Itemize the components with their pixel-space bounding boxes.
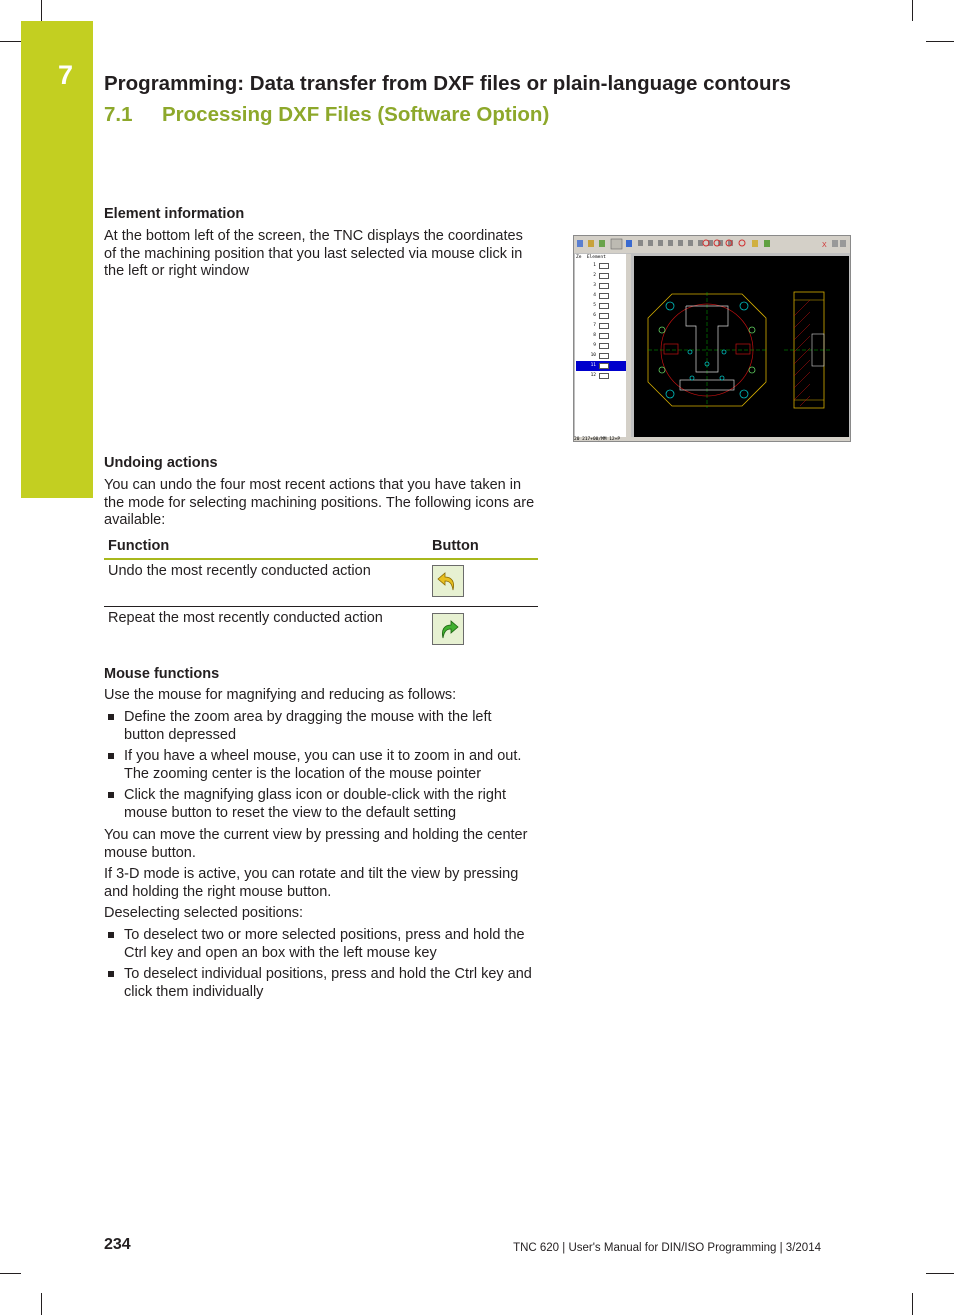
screenshot-list-row (576, 361, 626, 371)
crop-mark (912, 0, 913, 21)
redo-arrow-icon[interactable] (432, 613, 464, 645)
screenshot-list-row (576, 291, 626, 301)
list-item: Click the magnifying glass icon or double-click with the right mouse button to reset the view to the default setting (124, 787, 507, 821)
screenshot-row-number: 5 (593, 303, 596, 308)
screenshot-row-checkbox (599, 303, 609, 309)
bullet-icon (108, 714, 114, 720)
screenshot-row-checkbox (599, 363, 609, 369)
screenshot-list-row (576, 331, 626, 341)
element-information-text: At the bottom left of the screen, the TNC displays the coordinates of the machining position that you last selected via mouse click in the left or right window (104, 228, 523, 279)
screenshot-row-number: 3 (593, 283, 596, 288)
crop-mark (926, 41, 954, 42)
screenshot-row-number: 11 (590, 363, 596, 368)
footer-text: TNC 620 | User's Manual for DIN/ISO Programming | 3/2014 (513, 1242, 821, 1254)
deselect-intro: Deselecting selected positions: (104, 905, 304, 921)
screenshot-row-number: 2 (593, 273, 596, 278)
svg-text:X: X (822, 242, 827, 249)
screenshot-list-row (576, 351, 626, 361)
table-row-divider (104, 606, 538, 607)
move-view-text: You can move the current view by pressing and holding the center mouse button. (104, 827, 528, 861)
section-title: Processing DXF Files (Software Option) (162, 103, 550, 126)
screenshot-element-list (575, 254, 631, 437)
screenshot-row-checkbox (599, 343, 609, 349)
crop-mark (0, 41, 21, 42)
screenshot-row-checkbox (599, 373, 609, 379)
screenshot-list-row (576, 311, 626, 321)
screenshot-list-row (576, 261, 626, 271)
crop-mark (41, 0, 42, 21)
screenshot-list-row (576, 271, 626, 281)
screenshot-row-checkbox (599, 283, 609, 289)
bullet-icon (108, 971, 114, 977)
screenshot-row-number: 1 (593, 263, 596, 268)
mouse-functions-intro: Use the mouse for magnifying and reducing as follows: (104, 687, 457, 703)
screenshot-row-checkbox (599, 333, 609, 339)
screenshot-list-row (576, 341, 626, 351)
screenshot-row-number: 8 (593, 333, 596, 338)
bullet-icon (108, 753, 114, 759)
screenshot-drawing-canvas (634, 256, 849, 437)
screenshot-list-row (576, 301, 626, 311)
chapter-number: 7 (58, 60, 74, 90)
screenshot-row-number: 7 (593, 323, 596, 328)
chapter-title: Programming: Data transfer from DXF files or plain-language contours (104, 72, 791, 95)
screenshot-row-number: 9 (593, 343, 596, 348)
list-item: Define the zoom area by dragging the mouse with the left button depressed (124, 709, 492, 743)
crop-mark (41, 1293, 42, 1315)
crop-mark (912, 1293, 913, 1315)
list-item: To deselect two or more selected positions, press and hold the Ctrl key and open an box with the left mouse key (124, 927, 525, 961)
undoing-actions-text: You can undo the four most recent actions that you have taken in the mode for selecting machining positions. The following icons are available: (104, 477, 535, 528)
screenshot-list-header: Ze Element (576, 255, 606, 260)
section-number: 7.1 (104, 103, 133, 126)
screenshot-row-checkbox (599, 263, 609, 269)
mouse-functions-heading: Mouse functions (104, 666, 220, 682)
screenshot-list-row (576, 281, 626, 291)
undo-arrow-icon[interactable] (432, 565, 464, 597)
screenshot-toolbar (574, 236, 850, 253)
screenshot-status-bar: 20 217+00/MM 12+P (574, 437, 850, 442)
screenshot-list-row (576, 371, 626, 381)
table-header-button: Button (432, 538, 479, 554)
crop-mark (0, 1273, 21, 1274)
chapter-tab (21, 21, 93, 498)
list-item: If you have a wheel mouse, you can use it to zoom in and out. The zooming center is the location of the mouse pointer (124, 748, 522, 782)
table-header-rule (104, 558, 538, 560)
screenshot-row-checkbox (599, 293, 609, 299)
crop-mark (926, 1273, 954, 1274)
table-header-function: Function (108, 538, 170, 554)
screenshot-row-checkbox (599, 353, 609, 359)
screenshot-row-number: 12 (590, 373, 596, 378)
screenshot-row-number: 6 (593, 313, 596, 318)
bullet-icon (108, 792, 114, 798)
dxf-converter-screenshot (573, 235, 851, 442)
bullet-icon (108, 932, 114, 938)
screenshot-row-checkbox (599, 323, 609, 329)
element-information-heading: Element information (104, 206, 245, 222)
table-row-undo-label: Undo the most recently conducted action (108, 563, 371, 579)
rotate-view-text: If 3-D mode is active, you can rotate and tilt the view by pressing and holding the right mouse button. (104, 866, 519, 900)
page-number: 234 (104, 1236, 131, 1253)
table-row-redo-label: Repeat the most recently conducted action (108, 610, 383, 626)
screenshot-scrollbar (626, 254, 631, 437)
screenshot-row-checkbox (599, 313, 609, 319)
screenshot-row-checkbox (599, 273, 609, 279)
screenshot-list-row (576, 321, 626, 331)
screenshot-row-number: 10 (590, 353, 596, 358)
undoing-actions-heading: Undoing actions (104, 455, 218, 471)
list-item: To deselect individual positions, press and hold the Ctrl key and click them individually (124, 966, 532, 1000)
screenshot-row-number: 4 (593, 293, 596, 298)
